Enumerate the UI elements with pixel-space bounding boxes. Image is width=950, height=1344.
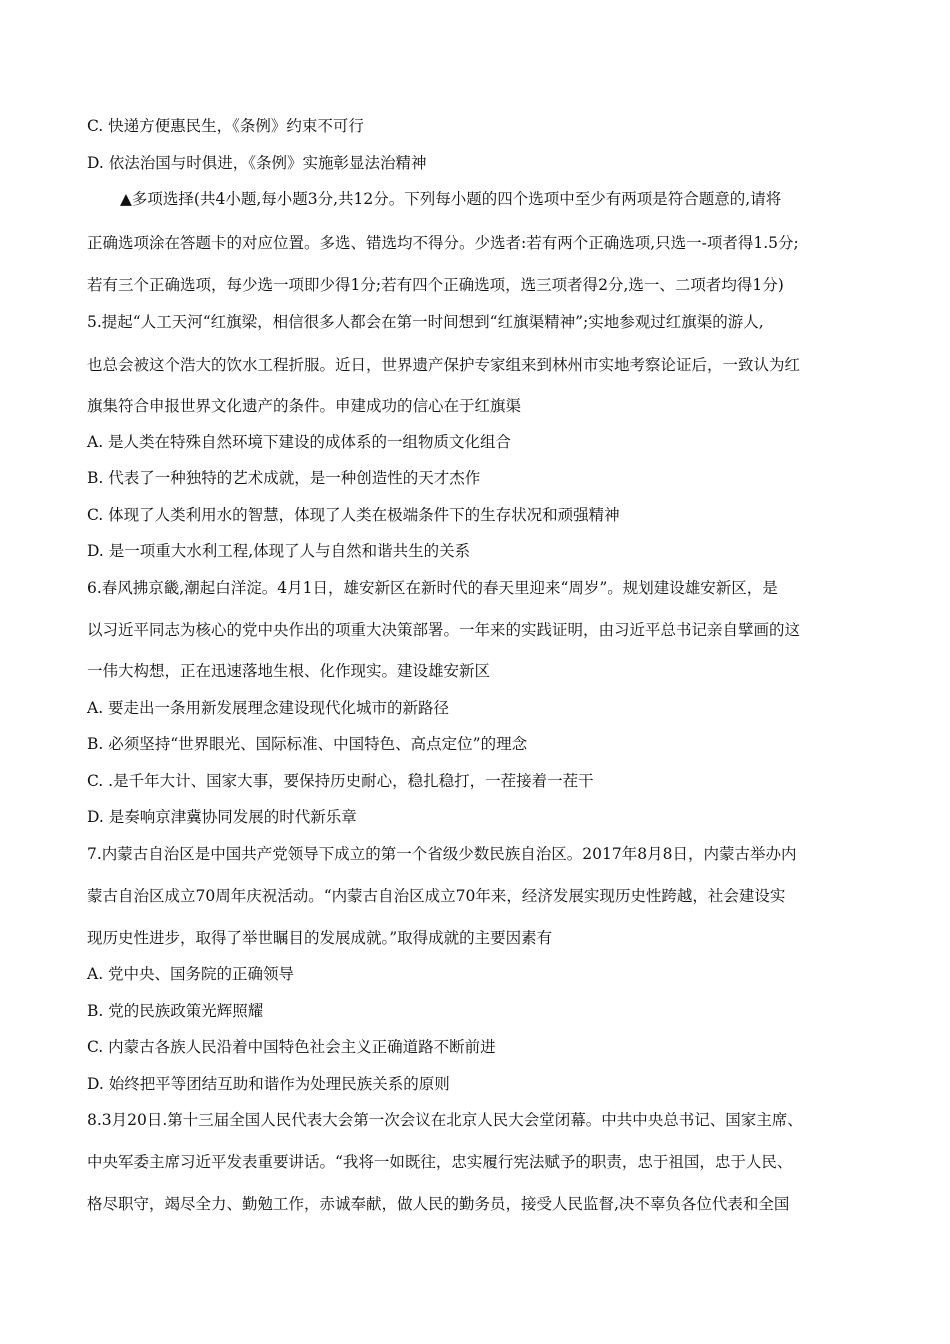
option-line: C. 体现了人类利用水的智慧，体现了人类在极端条件下的生存状况和顽强精神: [87, 506, 620, 524]
question-text: 7.内蒙古自治区是中国共产党领导下成立的第一个省级少数民族自治区。2017年8月8日，内蒙古举办内: [87, 845, 797, 863]
question-text: 中央军委主席习近平发表重要讲话。“我将一如既往，忠实履行宪法赋予的职责，忠于祖国，忠于人民、: [87, 1153, 793, 1171]
section-instruction: 正确选项涂在答题卡的对应位置。多选、错选均不得分。少选者:若有两个正确选项,只选一-项者得1.5分;: [87, 234, 799, 252]
question-text: 旗集符合申报世界文化遗产的条件。申建成功的信心在于红旗渠: [87, 397, 522, 415]
option-line: A. 是人类在特殊自然环境下建设的成体系的一组物质文化组合: [87, 433, 512, 451]
question-text: 8.3月20日.第十三届全国人民代表大会第一次会议在北京人民大会堂闭幕。中共中央总书记、国家主席、: [87, 1111, 803, 1129]
question-text: 也总会被这个浩大的饮水工程折服。近日，世界遗产保护专家组来到林州市实地考察论证后，一致认为红: [87, 356, 801, 374]
option-line: D. 是一项重大水利工程,体现了人与自然和谐共生的关系: [87, 542, 471, 560]
question-text: 格尽职守，竭尽全力、勤勉工作，赤诚奉献，做人民的勤务员，接受人民监督,决不辜负各位代表和全国: [87, 1195, 790, 1213]
question-text: 6.春风拂京畿,潮起白洋淀。4月1日，雄安新区在新时代的春天里迎来“周岁”。规划建设雄安新区，是: [87, 579, 778, 597]
option-line: D. 始终把平等团结互助和谐作为处理民族关系的原则: [87, 1075, 450, 1093]
option-line: B. 代表了一种独特的艺术成就，是一种创造性的天才杰作: [87, 469, 481, 487]
question-text: 蒙古自治区成立70周年庆祝活动。“内蒙古自治区成立70年来，经济发展实现历史性跨越，社会建设实: [87, 887, 786, 905]
question-text: 以习近平同志为核心的党中央作出的项重大决策部署。一年来的实践证明，由习近平总书记亲自擘画的这: [87, 621, 801, 639]
section-instruction: 若有三个正确选项，每少选一项即少得1分;若有四个正确选项，选三项者得2分,选一、二项者均得1分): [87, 276, 784, 294]
option-line: B. 必须坚持“世界眼光、国际标准、中国特色、高点定位”的理念: [87, 735, 528, 753]
question-text: 一伟大构想，正在迅速落地生根、化作现实。建设雄安新区: [87, 662, 491, 680]
option-line: D. 依法治国与时俱进，《条例》实施彰显法治精神: [87, 154, 427, 172]
option-line: D. 是奏响京津冀协同发展的时代新乐章: [87, 808, 357, 826]
option-line: A. 党中央、国务院的正确领导: [87, 965, 295, 983]
option-line: A. 要走出一条用新发展理念建设现代化城市的新路径: [87, 699, 450, 717]
question-text: 5.提起“人工天河“红旗梁，相信很多人都会在第一时间想到“红旗渠精神”;实地参观过红旗渠的游人,: [87, 313, 764, 331]
option-line: B. 党的民族政策光辉照耀: [87, 1002, 264, 1020]
option-line: C. 快递方便惠民生，《条例》约束不可行: [87, 117, 364, 135]
option-line: C. .是千年大计、国家大事，要保持历史耐心，稳扎稳打，一茬接着一茬干: [87, 772, 594, 790]
section-instruction: ▲多项选择(共4小题,每小题3分,共12分。下列每小题的四个选项中至少有两项是符合题意的,请将: [120, 190, 782, 208]
option-line: C. 内蒙古各族人民沿着中国特色社会主义正确道路不断前进: [87, 1038, 496, 1056]
question-text: 现历史性进步，取得了举世瞩目的发展成就。”取得成就的主要因素有: [87, 929, 553, 947]
